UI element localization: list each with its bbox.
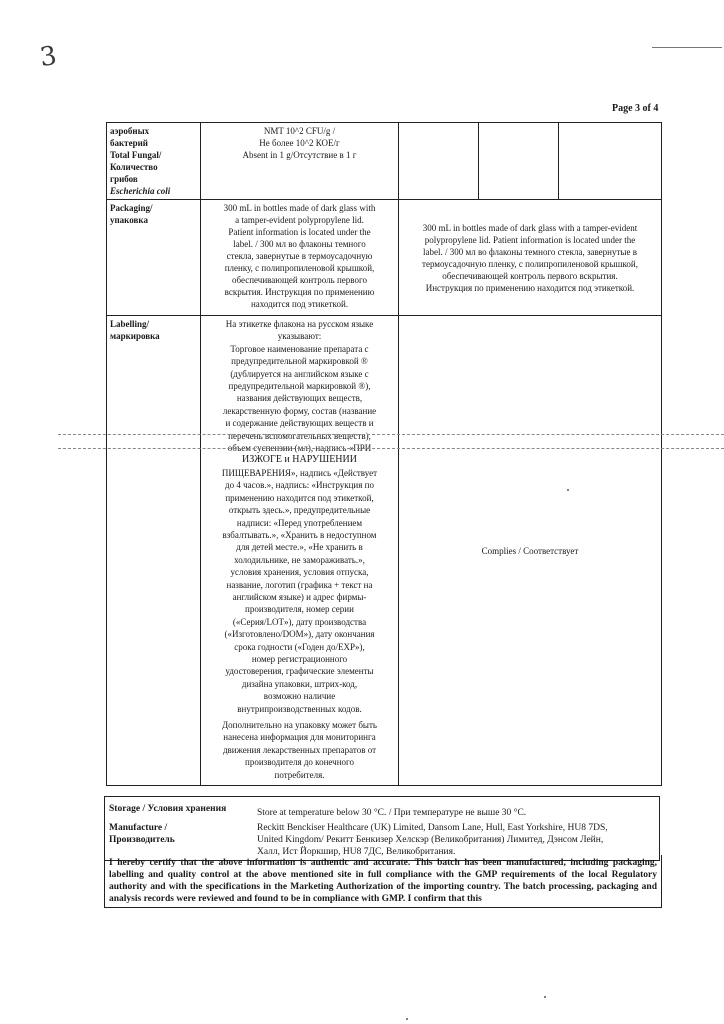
spec-line: стекла, завернутые в термоусадочную xyxy=(226,251,373,261)
spec-line: возможно наличие xyxy=(263,691,336,702)
spec-line: предупредительной маркировкой ®), xyxy=(228,381,371,392)
label-line: Packaging/ xyxy=(110,203,153,213)
spec-line: («Изготовлено/DOM»), дату окончания xyxy=(224,629,375,640)
spec-line: указывают: xyxy=(277,331,322,342)
microbiology-result-1 xyxy=(399,123,479,200)
spec-line: находится под этикеткой. xyxy=(250,299,349,309)
scan-speck xyxy=(406,1018,408,1020)
label-line: бактерий xyxy=(110,138,148,148)
storage-manufacturer-box xyxy=(104,796,660,861)
spec-line: для детей месте.», «Не хранить в xyxy=(236,542,363,553)
microbiology-row xyxy=(107,123,662,200)
result-line: polypropylene lid. Patient information is located under the xyxy=(424,234,636,245)
spec-line: На этикетке флакона на русском языке xyxy=(225,319,374,329)
microbiology-result-3 xyxy=(559,123,662,200)
value-line: United Kingdom/ Рекитт Бенкизер Хелскэр (Великобритания) Лимитед, Дэнсом Лейн, xyxy=(257,835,604,845)
scan-speck xyxy=(567,489,569,491)
spec-line: до 4 часов.», надпись: «Инструкция по xyxy=(225,480,374,491)
spec-line: название, логотип (графика + текст на xyxy=(226,579,373,590)
storage-row xyxy=(105,797,660,821)
result-line: термоусадочную пленку, с полипропиленовой крышкой, xyxy=(422,258,638,269)
spec-line: Не более 10^2 КОЕ/г xyxy=(259,138,340,148)
handwritten-page-mark: 3 xyxy=(37,40,59,74)
microbiology-spec xyxy=(201,123,399,200)
spec-line: английском языке) и адрес фирмы- xyxy=(232,591,367,602)
spec-line: Absent in 1 g/Отсутствие в 1 г xyxy=(242,150,357,160)
spec-line: условия хранения, условия отпуска, xyxy=(230,567,369,578)
spec-line: Patient information is located under the xyxy=(228,227,371,237)
spec-line: Торговое наименование препарата с xyxy=(230,343,369,354)
spec-line: холодильнике, не замораживать.», xyxy=(234,554,365,565)
result-line: обеспечивающей контроль первого вскрытия. xyxy=(442,270,618,281)
spec-line: внутрипроизводственных кодов. xyxy=(237,703,362,714)
spec-line: дизайна упаковки, штрих-код, xyxy=(241,678,358,689)
spec-line: нанесена информация для мониторинга xyxy=(223,732,376,743)
spec-line: производителя до конечного xyxy=(245,757,354,768)
specification-table xyxy=(106,122,662,786)
scan-fold-line xyxy=(58,448,724,449)
spec-line: ИЗЖОГЕ и НАРУШЕНИИ xyxy=(242,454,357,466)
spec-line: номер регистрационного xyxy=(251,653,348,664)
spec-line: вскрытия. Инструкция по применению xyxy=(224,287,375,297)
result-line: 300 mL in bottles made of dark glass with a tamper-evident xyxy=(422,222,638,233)
spec-line: обеспечивающей контроль первого xyxy=(232,275,367,285)
value-line: Reckitt Benckiser Healthcare (UK) Limited, Dansom Lane, Hull, East Yorkshire, HU8 7DS, xyxy=(257,823,608,833)
label-line: Labelling/ xyxy=(110,319,150,329)
spec-line: пленку, с полипропиленовой крышкой, xyxy=(224,263,375,273)
spec-line: срока годности («Годен до/EXP»), xyxy=(234,641,365,652)
spec-line: a tamper-evident polypropylene lid. xyxy=(235,215,364,225)
label-line: Escherichia coli xyxy=(110,186,171,196)
labelling-spec xyxy=(201,316,399,786)
page-number: Page 3 of 4 xyxy=(612,103,659,114)
labelling-row xyxy=(107,316,662,786)
microbiology-label xyxy=(107,123,201,200)
spec-line: взбалтывать.», «Хранить в недоступном xyxy=(222,529,377,540)
value-line: Халл, Ист Йоркшир, HU8 7ДС, Великобритания. xyxy=(257,847,456,857)
packaging-result xyxy=(399,200,662,316)
key-line: Manufacture / xyxy=(109,823,168,833)
spec-line: удостоверения, графические элементы xyxy=(225,666,374,677)
spec-line: перечень вспомогательных веществ), xyxy=(228,430,371,441)
spec-line: производителя, номер серии xyxy=(245,604,354,615)
spec-line: потребителя. xyxy=(274,769,325,780)
scan-fold-line xyxy=(58,434,724,435)
label-line: грибов xyxy=(110,174,138,184)
microbiology-result-2 xyxy=(479,123,559,200)
certification-statement: I hereby certify that the above information is authentic and accurate. This batch has been manufactured, including packaging, labelling and quality control at the above mentioned site in full compliance with the GMP requirements of the local Regulatory authority and with the specifications in the Marketing Authorization of the importing country. The batch processing, packaging and analysis records were reviewed and found to be in compliance with GMP. I confirm that this xyxy=(104,855,662,908)
packaging-row xyxy=(107,200,662,316)
labelling-result xyxy=(399,316,662,786)
result-line: Инструкция по применению находится под этикеткой. xyxy=(425,282,635,293)
spec-line: label. / 300 мл во флаконы темного xyxy=(233,239,366,249)
spec-line: применению находится под этикеткой, xyxy=(225,492,374,503)
label-line: Количество xyxy=(110,162,158,172)
result-text: Complies / Соответствует xyxy=(481,545,579,556)
labelling-label xyxy=(107,316,201,786)
spec-line: объем суспензии (мл), надпись «ПРИ xyxy=(227,443,372,454)
top-divider xyxy=(652,47,722,48)
label-line: маркировка xyxy=(110,331,160,341)
label-line: аэробных xyxy=(110,126,150,136)
spec-line: надписи: «Перед употреблением xyxy=(236,517,363,528)
spec-line: (дублируется на английском языке с xyxy=(230,368,369,379)
storage-value: Store at temperature below 30 °C. / При температуре не выше 30 °C. xyxy=(257,808,527,818)
spec-line: лекарственную форму, состав (название xyxy=(222,405,377,416)
spec-line: названия действующих веществ, xyxy=(236,393,363,404)
spec-line: предупредительной маркировкой ® xyxy=(231,356,368,367)
packaging-spec xyxy=(201,200,399,316)
spec-line: движения лекарственных препаратов от xyxy=(222,744,377,755)
spec-line: открыть здесь.», предупредительные xyxy=(228,505,371,516)
spec-line: 300 mL in bottles made of dark glass with xyxy=(223,203,376,213)
packaging-label xyxy=(107,200,201,316)
scan-speck xyxy=(544,996,546,998)
spec-line: Дополнительно на упаковку может быть xyxy=(222,720,377,730)
spec-line: ПИЩЕВАРЕНИЯ», надпись «Действует xyxy=(221,467,378,478)
key-line: Производитель xyxy=(109,835,175,845)
label-line: упаковка xyxy=(110,215,148,225)
spec-line: NMT 10^2 CFU/g / xyxy=(263,126,336,136)
storage-key: Storage / Условия хранения xyxy=(109,804,227,814)
spec-line: и содержание действующих веществ и xyxy=(225,418,374,429)
label-line: Total Fungal/ xyxy=(110,150,162,160)
result-line: label. / 300 мл во флаконы темного стекла, завернутые в xyxy=(423,246,637,257)
spec-line: («Серия/LOT»), дату производства xyxy=(232,616,367,627)
